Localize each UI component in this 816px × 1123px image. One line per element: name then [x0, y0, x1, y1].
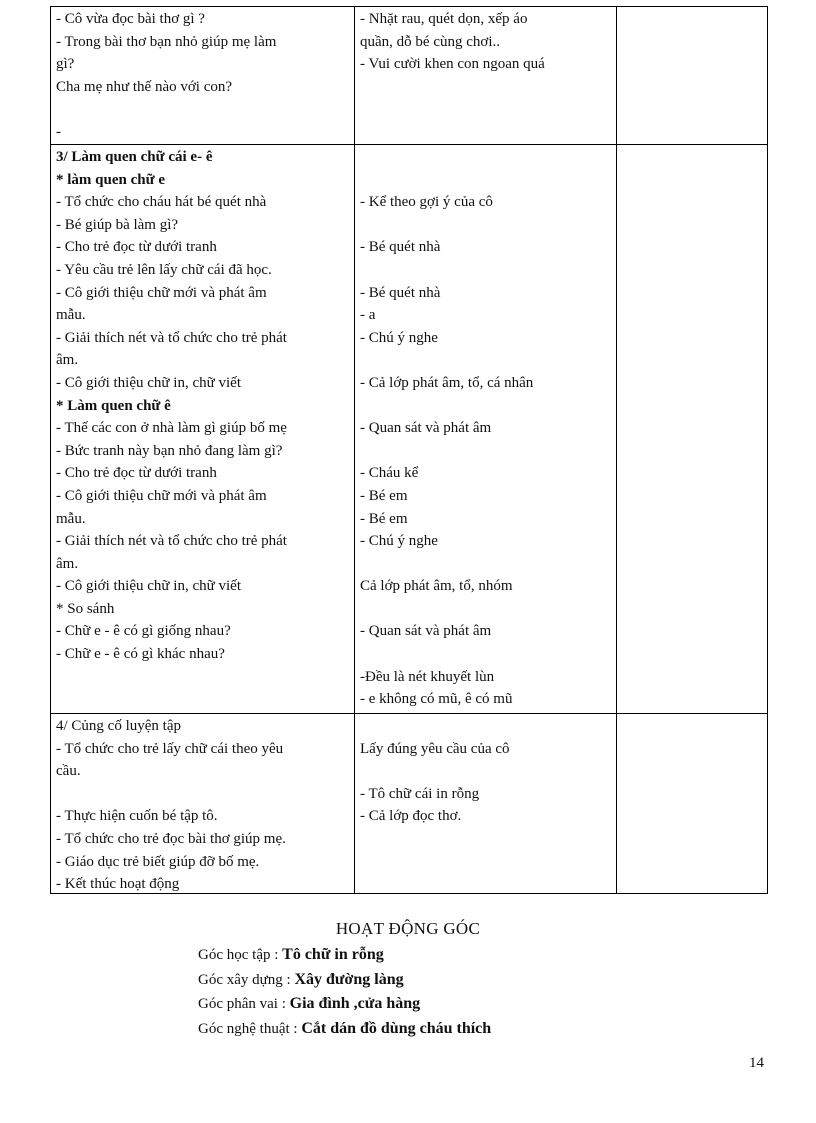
- table-line: cầu.: [56, 763, 81, 780]
- table-top-rule: [50, 6, 768, 7]
- table-line: - Bé giúp bà làm gì?: [56, 216, 179, 233]
- table-line: - Cô giới thiệu chữ mới và phát âm: [56, 487, 267, 504]
- corner-label: Góc phân vai :: [198, 996, 290, 1012]
- table-line: quần, dỗ bé cùng chơi..: [360, 33, 500, 50]
- table-line: Cha mẹ như thế nào với con?: [56, 78, 233, 95]
- table-line: - Tổ chức cho trẻ đọc bài thơ giúp mẹ.: [56, 830, 286, 847]
- table-line: - Nhặt rau, quét dọn, xếp áo: [360, 11, 528, 27]
- table-line: - Cho trẻ đọc từ dưới tranh: [56, 465, 217, 482]
- table-line: - Giáo dục trẻ biết giúp đỡ bố mẹ.: [56, 853, 260, 870]
- table-line: - Cô giới thiệu chữ mới và phát âm: [56, 284, 267, 301]
- subsection-heading: * Làm quen chữ ê: [56, 397, 171, 414]
- table-line: - Chữ e - ê có gì khác nhau?: [56, 646, 225, 663]
- corner-item: [198, 992, 491, 1017]
- table-line: - Bé em: [360, 510, 408, 527]
- table-line: âm.: [56, 352, 79, 369]
- section-heading: 3/ Làm quen chữ cái e- ê: [56, 149, 213, 165]
- table-line: - a: [360, 307, 376, 324]
- table-line: - Chú ý nghe: [360, 533, 438, 550]
- row2-teacher-activity: [56, 146, 352, 666]
- table-line: - e không có mũ, ê có mũ: [360, 691, 513, 708]
- table-line: * So sánh: [56, 600, 115, 617]
- page-number: 14: [749, 1055, 764, 1071]
- corner-item: [198, 968, 491, 993]
- table-line: - Bức tranh này bạn nhỏ đang làm gì?: [56, 442, 283, 459]
- table-line: - Quan sát và phát âm: [360, 623, 492, 640]
- corners-title: HOẠT ĐỘNG GÓC: [335, 919, 481, 938]
- table-line: [360, 146, 616, 169]
- corner-value: Xây đường làng: [294, 970, 404, 988]
- table-line: - Quan sát và phát âm: [360, 420, 492, 437]
- corners-list: [198, 943, 491, 1041]
- table-line: Cả lớp phát âm, tổ, nhóm: [360, 578, 513, 595]
- table-line: [360, 395, 616, 418]
- table-line: - Thực hiện cuốn bé tập tô.: [56, 808, 218, 825]
- table-line: - Giải thích nét và tổ chức cho trẻ phát: [56, 533, 287, 550]
- table-line: - Tổ chức cho trẻ lấy chữ cái theo yêu: [56, 740, 284, 757]
- table-line: [360, 715, 616, 738]
- table-line: - Thế các con ở nhà làm gì giúp bố mẹ: [56, 420, 287, 437]
- table-line: - Cháu kể: [360, 465, 419, 482]
- corner-item: [198, 1017, 491, 1042]
- table-line: 4/ Củng cố luyện tập: [56, 718, 181, 734]
- column-rule: [616, 6, 617, 894]
- table-line: - Cô vừa đọc bài thơ gì ?: [56, 11, 205, 27]
- row-divider: [50, 713, 768, 714]
- table-line: - Tô chữ cái in rỗng: [360, 785, 480, 802]
- table-line: - Tổ chức cho cháu hát bé quét nhà: [56, 194, 267, 211]
- table-line: - Vui cười khen con ngoan quá: [360, 56, 545, 73]
- table-line: mẫu.: [56, 510, 86, 527]
- table-line: - Bé em: [360, 487, 408, 504]
- corner-value: Gia đình ,cửa hàng: [289, 995, 421, 1012]
- table-line: [360, 553, 616, 576]
- subsection-heading: * làm quen chữ e: [56, 171, 166, 188]
- table-line: gì?: [56, 56, 75, 73]
- corner-label: Góc học tập :: [198, 947, 283, 963]
- table-line: mẫu.: [56, 307, 86, 324]
- table-line: - Kết thúc hoạt động: [56, 876, 180, 893]
- table-line: - Trong bài thơ bạn nhỏ giúp mẹ làm: [56, 33, 277, 50]
- row2-child-activity: [360, 146, 616, 711]
- table-line: - Cô giới thiệu chữ in, chữ viết: [56, 578, 241, 595]
- row1-child-activity: [360, 8, 616, 76]
- table-line: - Cả lớp đọc thơ.: [360, 808, 462, 825]
- column-rule: [50, 6, 51, 894]
- row3-child-activity: [360, 715, 616, 828]
- corner-label: Góc xây dựng :: [198, 971, 295, 988]
- table-line: - Bé quét nhà: [360, 239, 441, 256]
- table-line: [360, 643, 616, 666]
- table-line: -: [56, 123, 61, 140]
- table-line: - Giải thích nét và tổ chức cho trẻ phát: [56, 329, 287, 346]
- table-line: [360, 259, 616, 282]
- table-line: âm.: [56, 555, 79, 572]
- row1-teacher-activity: [56, 8, 352, 144]
- table-line: - Yêu cầu trẻ lên lấy chữ cái đã học.: [56, 261, 272, 278]
- table-line: - Kể theo gợi ý của cô: [360, 194, 493, 211]
- table-line: [360, 598, 616, 621]
- corner-item: [198, 943, 491, 968]
- table-line: - Chú ý nghe: [360, 329, 438, 346]
- column-rule: [767, 6, 768, 894]
- table-line: [360, 169, 616, 192]
- table-line: - Cả lớp phát âm, tổ, cá nhân: [360, 374, 534, 391]
- table-line: - Cho trẻ đọc từ dưới tranh: [56, 239, 217, 256]
- table-line: - Cô giới thiệu chữ in, chữ viết: [56, 374, 241, 391]
- row-divider: [50, 144, 768, 145]
- table-line: [360, 760, 616, 783]
- row3-teacher-activity: [56, 715, 352, 896]
- corner-value: Tô chữ in rỗng: [282, 946, 384, 963]
- table-line: [360, 440, 616, 463]
- table-line: -Đều là nét khuyết lùn: [360, 668, 495, 685]
- table-line: [56, 98, 352, 121]
- table-line: - Chữ e - ê có gì giống nhau?: [56, 623, 231, 640]
- table-line: [360, 214, 616, 237]
- column-rule: [354, 6, 355, 894]
- table-line: - Bé quét nhà: [360, 284, 441, 301]
- corner-value: Cắt dán đồ dùng cháu thích: [301, 1019, 492, 1037]
- table-line: [56, 783, 352, 806]
- lesson-table: [50, 6, 768, 894]
- table-line: Lấy đúng yêu cầu của cô: [360, 740, 510, 757]
- corner-label: Góc nghệ thuật :: [198, 1020, 302, 1037]
- table-line: [360, 349, 616, 372]
